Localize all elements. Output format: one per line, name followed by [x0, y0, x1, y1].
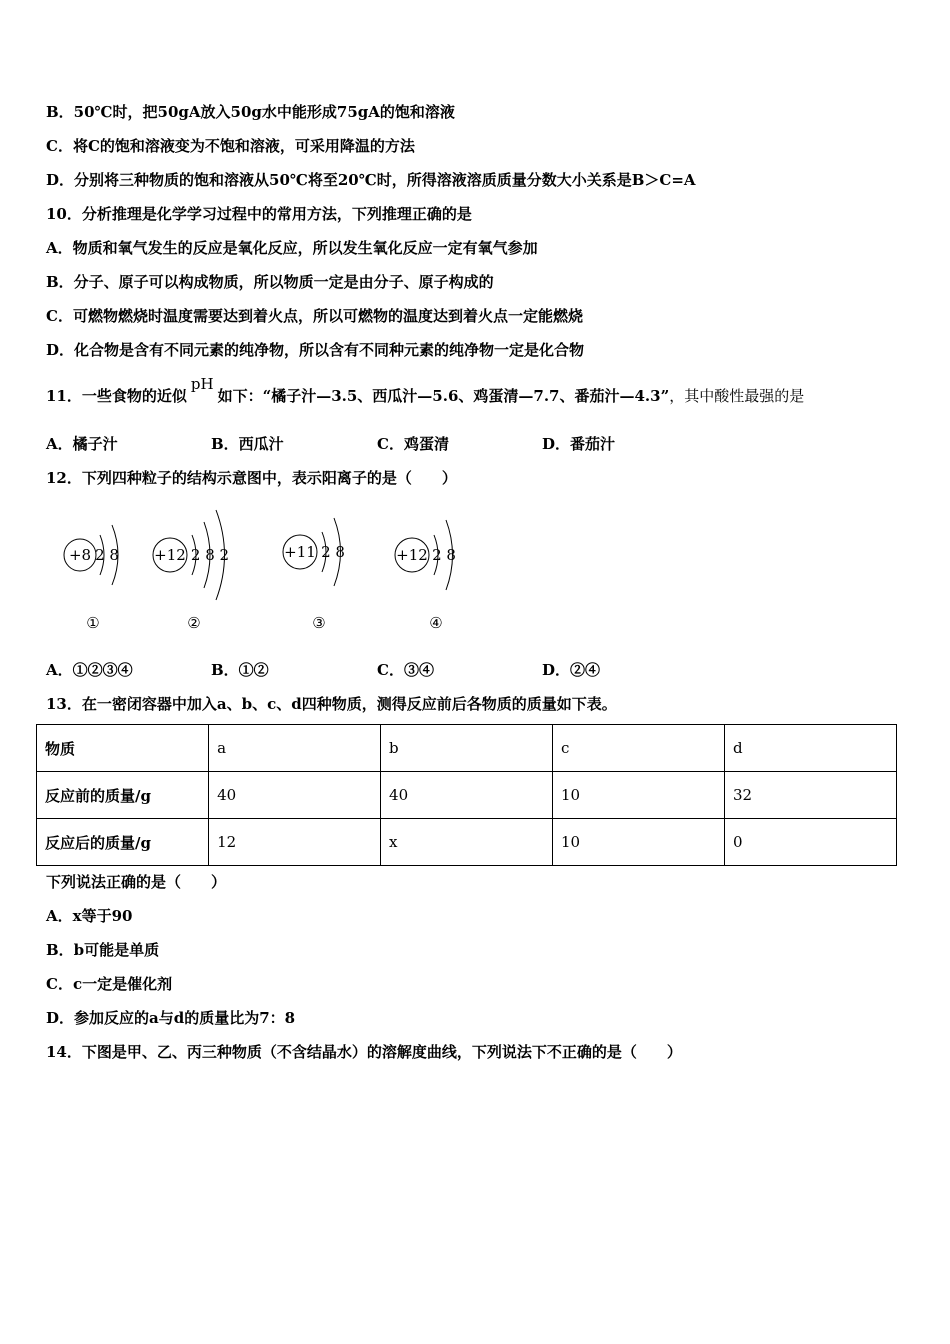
atom-1-nucleus: +8 — [68, 546, 92, 564]
table-cell: 物质 — [37, 725, 209, 772]
q11-option-a: A．橘子汁 — [46, 435, 118, 453]
q13-sub-stem: 下列说法正确的是（ ） — [46, 873, 227, 891]
atom-3-label: ③ — [312, 614, 326, 632]
table-cell: d — [724, 725, 896, 772]
q11-stem — [46, 375, 805, 406]
atom-diagram-4 — [395, 520, 456, 590]
atom-1-shells: 2 8 — [95, 546, 119, 564]
atom-2-label: ② — [187, 614, 201, 632]
table-cell: 反应后的质量/g — [37, 819, 209, 866]
q11-stem-part3: ，其中酸性最强的是 — [669, 387, 805, 405]
table-row — [37, 819, 897, 866]
q11-stem-part1: 11．一些食物的近似 — [46, 387, 187, 405]
table-cell: 10 — [553, 772, 725, 819]
q13-option-d: D．参加反应的a与d的质量比为7：8 — [46, 1009, 296, 1027]
table-cell: 32 — [724, 772, 896, 819]
atom-4-nucleus: +12 — [396, 546, 428, 564]
table-cell: 12 — [209, 819, 381, 866]
table-cell: 0 — [724, 819, 896, 866]
q10-option-a: A．物质和氧气发生的反应是氧化反应，所以发生氧化反应一定有氧气参加 — [46, 239, 538, 257]
atom-4-shells: 2 8 — [432, 546, 456, 564]
atom-2-nucleus: +12 — [154, 546, 186, 564]
q9-option-c: C．将C的饱和溶液变为不饱和溶液，可采用降温的方法 — [46, 137, 415, 155]
q11-option-b: B．西瓜汁 — [211, 435, 284, 453]
table-row — [37, 772, 897, 819]
atom-diagram-1 — [64, 525, 119, 585]
mass-table — [36, 724, 897, 866]
table-cell: b — [381, 725, 553, 772]
q11-option-d: D．番茄汁 — [542, 435, 616, 453]
q13-option-b: B．b可能是单质 — [46, 941, 160, 959]
q10-stem: 10．分析推理是化学学习过程中的常用方法，下列推理正确的是 — [46, 205, 472, 223]
atom-3-nucleus: +11 — [284, 543, 316, 561]
q12-stem: 12．下列四种粒子的结构示意图中，表示阳离子的是（ ） — [46, 469, 457, 487]
table-cell: 10 — [553, 819, 725, 866]
table-row — [37, 725, 897, 772]
q11-option-c: C．鸡蛋清 — [377, 435, 449, 453]
table-cell: 反应前的质量/g — [37, 772, 209, 819]
table-cell: a — [209, 725, 381, 772]
table-cell: x — [381, 819, 553, 866]
atom-2-shells: 2 8 2 — [190, 546, 230, 564]
atom-1-label: ① — [86, 614, 100, 632]
q11-ph: pH — [190, 375, 214, 393]
q9-option-b: B．50℃时，把50gA放入50g水中能形成75gA的饱和溶液 — [46, 103, 455, 121]
table-cell: 40 — [209, 772, 381, 819]
atom-structure-diagrams — [50, 500, 490, 640]
q11-stem-part2: 如下：“橘子汁—3.5、西瓜汁—5.6、鸡蛋清—7.7、番茄汁—4.3” — [217, 387, 670, 405]
table-cell: 40 — [381, 772, 553, 819]
atom-diagram-2 — [153, 510, 229, 600]
q12-option-a: A．①②③④ — [46, 661, 133, 679]
q10-option-c: C．可燃物燃烧时温度需要达到着火点，所以可燃物的温度达到着火点一定能燃烧 — [46, 307, 583, 325]
q13-option-a: A．x等于90 — [46, 907, 133, 925]
q12-option-d: D．②④ — [542, 661, 601, 679]
q12-option-b: B．①② — [211, 661, 269, 679]
atom-4-label: ④ — [429, 614, 443, 632]
q14-stem: 14．下图是甲、乙、丙三种物质（不含结晶水）的溶解度曲线，下列说法下不正确的是（ ） — [46, 1043, 682, 1061]
q12-option-c: C．③④ — [377, 661, 434, 679]
table-cell: c — [553, 725, 725, 772]
q9-option-d: D．分别将三种物质的饱和溶液从50℃将至20℃时，所得溶液溶质质量分数大小关系是B＞C=A — [46, 171, 696, 189]
atom-diagram-3 — [283, 518, 345, 586]
atom-3-shells: 2 8 — [321, 543, 345, 561]
q13-stem: 13．在一密闭容器中加入a、b、c、d四种物质，测得反应前后各物质的质量如下表。 — [46, 695, 617, 713]
q13-option-c: C．c一定是催化剂 — [46, 975, 173, 993]
q10-option-d: D．化合物是含有不同元素的纯净物，所以含有不同种元素的纯净物一定是化合物 — [46, 341, 585, 359]
q10-option-b: B．分子、原子可以构成物质，所以物质一定是由分子、原子构成的 — [46, 273, 494, 291]
